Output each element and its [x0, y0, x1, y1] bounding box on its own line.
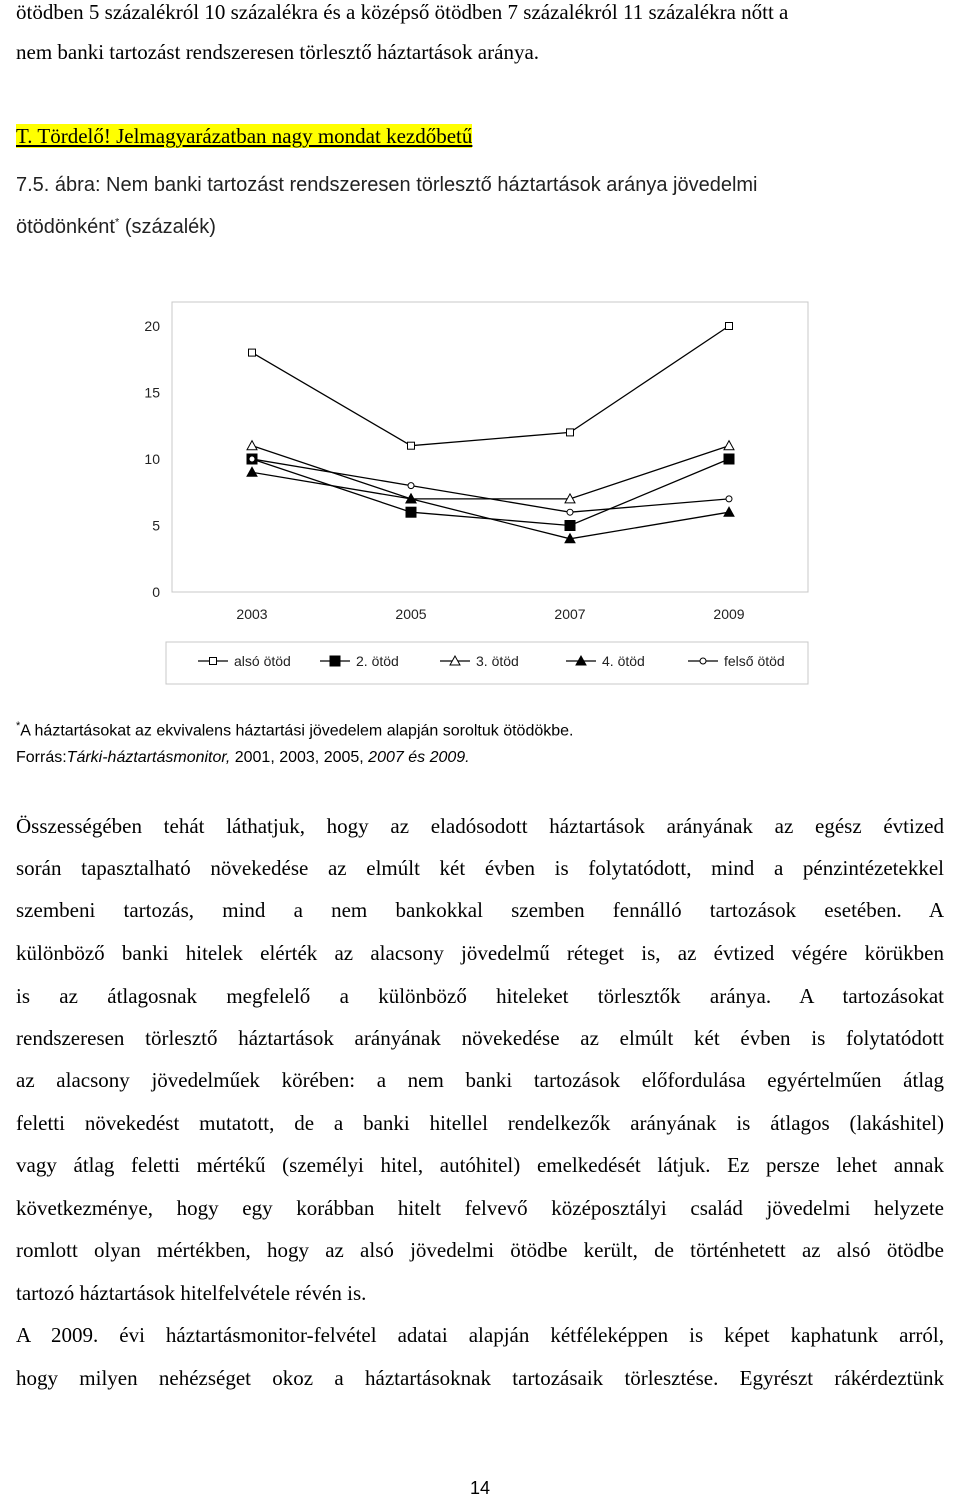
- x-tick-label: 2003: [236, 606, 268, 622]
- footnote: [16, 720, 574, 740]
- y-tick-label: 10: [144, 451, 160, 467]
- marker-open-square: [249, 349, 256, 356]
- chart-series: [247, 323, 734, 543]
- y-tick-label: 20: [144, 318, 160, 334]
- source-years: 2001, 2003, 2005,: [230, 749, 364, 766]
- footnote-text: A háztartásokat az ekvivalens háztartási jövedelem alapján soroltuk ötödökbe.: [20, 722, 574, 740]
- series-line: [252, 459, 729, 512]
- marker-filled-square: [406, 507, 416, 517]
- series-open-triangle: [247, 441, 734, 503]
- intro-line-1: ötödben 5 százalékról 10 százalékra és a középső ötödben 7 százalékról 11 százalékra nőtt a: [16, 0, 789, 24]
- marker-open-triangle: [247, 441, 257, 450]
- x-tick-label: 2007: [554, 606, 586, 622]
- x-tick-label: 2005: [395, 606, 427, 622]
- y-tick-label: 0: [152, 584, 160, 600]
- source-years-italic: 2007 és 2009.: [363, 749, 470, 766]
- paragraph-line: szembeni tartozás, mind a nem bankokkal szemben fennálló tartozások esetében. A: [16, 898, 944, 922]
- x-axis-ticks: [236, 606, 744, 622]
- editor-note-highlight: T. Tördelő! Jelmagyarázatban nagy mondat kezdőbetű: [16, 124, 473, 148]
- paragraph-line: tartozó háztartások hitelfelvétele révén is.: [16, 1281, 367, 1305]
- y-tick-label: 15: [144, 384, 160, 401]
- paragraph-line: A 2009. évi háztartásmonitor-felvétel adatai alapján kétféleképpen is képet kaphatunk arról,: [16, 1323, 944, 1347]
- legend-item: [198, 653, 291, 669]
- paragraph-line: feletti növekedést mutatott, de a banki hitellel rendelkezők arányának is átlagos (lakáshitel): [16, 1111, 944, 1135]
- legend: [198, 653, 785, 669]
- paragraph-line: Összességében tehát láthatjuk, hogy az eladósodott háztartások arányának az egész évtized: [16, 814, 944, 838]
- marker-filled-square: [565, 521, 575, 531]
- legend-label: 3. ötöd: [476, 653, 519, 669]
- marker-open-circle: [726, 496, 732, 502]
- figure-caption-line-1: 7.5. ábra: Nem banki tartozást rendszeresen törlesztő háztartások aránya jövedelmi: [16, 174, 758, 196]
- paragraph-line: során tapasztalható növekedése az elmúlt két évben is folytatódott, mind a pénzintézetekkel: [16, 856, 944, 880]
- x-tick-label: 2009: [713, 606, 745, 622]
- marker-open-square: [408, 442, 415, 449]
- marker-open-square: [567, 429, 574, 436]
- series-line: [252, 326, 729, 446]
- y-tick-label: 5: [152, 517, 160, 534]
- marker-filled-triangle: [724, 507, 734, 516]
- legend-label: 4. ötöd: [602, 653, 645, 669]
- intro-line-2: nem banki tartozást rendszeresen törlesztő háztartások aránya.: [16, 40, 540, 64]
- series-open-square: [249, 323, 733, 450]
- caption-star: *: [114, 216, 120, 229]
- source-label: Forrás:: [16, 749, 67, 766]
- figure-caption-line-2: [16, 216, 216, 239]
- marker-open-triangle: [724, 441, 734, 450]
- marker-open-square: [726, 323, 733, 330]
- legend-label: felső ötöd: [724, 653, 785, 669]
- series-line: [252, 446, 729, 499]
- marker-open-square: [210, 658, 217, 665]
- legend-label: 2. ötöd: [356, 653, 399, 669]
- line-chart: [0, 290, 960, 700]
- series-open-circle: [249, 456, 732, 515]
- legend-item: [440, 653, 519, 669]
- page-number: 14: [469, 1478, 491, 1498]
- marker-open-circle: [249, 456, 255, 462]
- legend-item: [688, 653, 785, 669]
- paragraph-line: vagy átlag feletti mértékű (személyi hitel, autóhitel) emelkedését látjuk. Ez persze lehet annak: [16, 1153, 944, 1177]
- source-title: Tárki-háztartásmonitor,: [66, 749, 231, 766]
- legend-label: alsó ötöd: [234, 653, 291, 669]
- plot-area: [172, 302, 808, 592]
- paragraph-line: következménye, hogy egy korábban hitelt felvevő középosztályi család jövedelmi helyzete: [16, 1196, 944, 1220]
- footnote-star: *: [16, 720, 21, 732]
- marker-filled-square: [724, 454, 734, 464]
- marker-filled-triangle: [247, 467, 257, 476]
- caption-unit: (százalék): [119, 216, 216, 238]
- marker-open-circle: [700, 658, 706, 664]
- marker-open-circle: [408, 483, 414, 489]
- paragraph-line: rendszeresen törlesztő háztartások arányának növekedése az elmúlt két évben is folytatódott: [16, 1026, 944, 1050]
- legend-item: [566, 653, 645, 669]
- y-axis-ticks: [144, 318, 160, 600]
- marker-open-circle: [567, 509, 573, 515]
- marker-filled-square: [330, 656, 340, 666]
- paragraph-line: az alacsony jövedelműek körében: a nem banki tartozások előfordulása egyértelműen átlag: [16, 1068, 944, 1092]
- editor-note: [16, 124, 472, 149]
- legend-item: [320, 653, 399, 669]
- paragraph-line: romlott olyan mértékben, hogy az alsó jövedelmi ötödbe került, de történhetett az alsó ötödbe: [16, 1238, 944, 1262]
- paragraph-line: különböző banki hitelek elérték az alacsony jövedelmű réteget is, az évtized végére körükben: [16, 941, 944, 965]
- caption-text: ötödönként: [16, 216, 115, 238]
- source-note: [16, 749, 470, 767]
- paragraph-line: is az átlagosnak megfelelő a különböző hiteleket törlesztők aránya. A tartozásokat: [16, 984, 944, 1008]
- paragraph-line: hogy milyen nehézséget okoz a háztartásoknak tartozásaik törlesztése. Egyrészt rákérdeztünk: [16, 1366, 944, 1390]
